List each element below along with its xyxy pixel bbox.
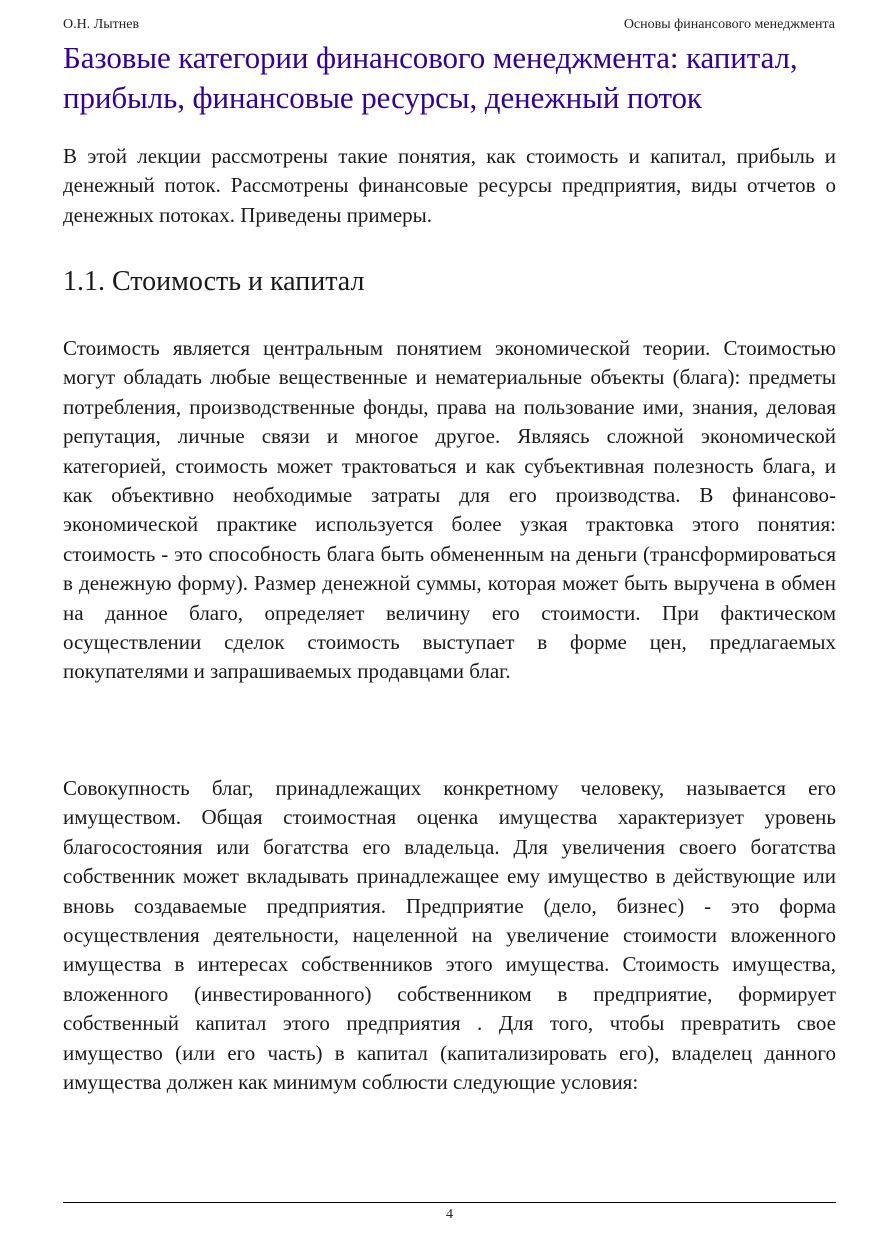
body-paragraph: Стоимость является центральным понятием экономической теории. Стоимостью могут обладать любые вещественные и нематериальные объекты (блага): предметы потребления, производственные фонды, права на пользование ими, знания, деловая репутация, личные связи и многое другое. Являясь сложной экономической категорией, стоимость может трактоваться и как субъективная полезность блага, и как объективно необходимые затраты для его производства. В финансово-экономической практике используется более узкая трактовка этого понятия: стоимость - это способность блага быть обмененным на деньги (трансформироваться в денежную форму). Размер денежной суммы, которая может быть выручена в обмен на данное благо, определяет величину его стоимости. При фактическом осуществлении сделок стоимость выступает в форме цен, предлагаемых покупателями и запрашиваемых продавцами благ. xyxy=(63,336,836,684)
section-heading: 1.1. Стоимость и капитал xyxy=(63,266,365,297)
lecture-title: Базовые категории финансового менеджмента: капитал, прибыль, финансовые ресурсы, денежный поток xyxy=(63,40,798,115)
header-book-title: Основы финансового менеджмента xyxy=(623,17,835,32)
page-number: 4 xyxy=(446,1207,453,1222)
running-header xyxy=(63,16,835,34)
header-author: О.Н. Лытнев xyxy=(63,17,140,32)
footer-divider xyxy=(63,1202,836,1203)
intro-paragraph: В этой лекции рассмотрены такие понятия, как стоимость и капитал, прибыль и денежный поток. Рассмотрены финансовые ресурсы предприятия, виды отчетов о денежных потоках. Приведены примеры. xyxy=(63,144,836,227)
body-paragraph: Совокупность благ, принадлежащих конкретному человеку, называется его имуществом. Общая стоимостная оценка имущества характеризует уровень благосостояния или богатства его владельца. Для увеличения своего богатства собственник может вкладывать принадлежащее ему имущество в действующие или вновь создаваемые предприятия. Предприятие (дело, бизнес) - это форма осуществления деятельности, нацеленной на увеличение стоимости вложенного имущества в интересах собственников этого имущества. Стоимость имущества, вложенного (инвестированного) собственником в предприятие, формирует собственный капитал этого предприятия . Для того, чтобы превратить свое имущество (или его часть) в капитал (капитализировать его), владелец данного имущества должен как минимум соблюсти следующие условия: xyxy=(63,776,836,1095)
